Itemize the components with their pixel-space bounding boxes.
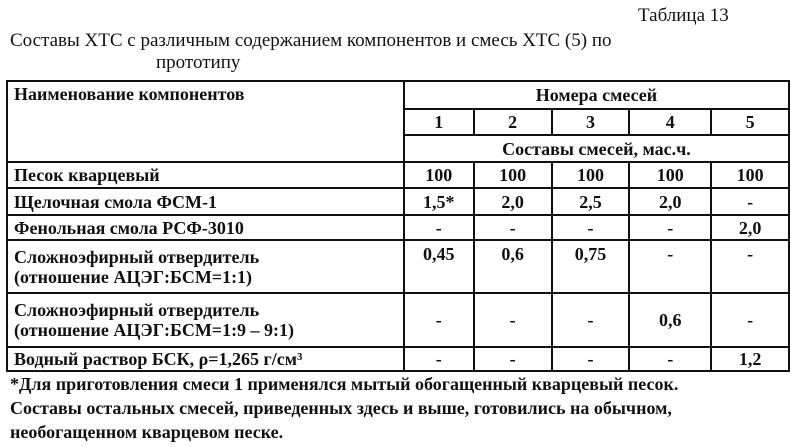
component-name: Фенольная смола РСФ-3010 [7,215,404,240]
value-cell: - [474,347,552,371]
value-cell: - [629,215,711,240]
table-row [7,293,789,347]
table-row [7,215,789,240]
table-row [7,347,789,371]
value-cell: 2,0 [711,215,789,240]
value-cell: 0,6 [629,293,711,347]
table-caption: Составы ХТС с различным содержанием компонентов и смесь ХТС (5) по [10,30,612,51]
value-cell: - [474,293,552,347]
mix-numbers-header: Номера смесей [404,81,789,109]
component-name-line: (отношение АЦЭГ:БСМ=1:1) [14,266,253,287]
value-cell: 100 [474,162,552,188]
value-cell: - [474,215,552,240]
table-caption-continuation: прототипу [156,52,241,73]
compositions-subheader: Составы смесей, мас.ч. [404,135,789,162]
table-row [7,162,789,188]
compositions-table [6,80,790,372]
value-cell: - [711,188,789,215]
value-cell: - [552,347,630,371]
value-cell: - [404,215,474,240]
value-cell: - [404,293,474,347]
value-cell: 2,0 [629,188,711,215]
value-cell: 100 [404,162,474,188]
value-cell: 0,6 [474,240,552,293]
value-cell: 0,45 [404,240,474,293]
value-cell: - [711,240,789,293]
footnote-line: Составы остальных смесей, приведенных здесь и выше, готовились на обычном, [10,398,672,418]
value-cell: 100 [711,162,789,188]
value-cell: - [629,347,711,371]
table-number-label: Таблица 13 [638,5,729,26]
value-cell: 0,75 [552,240,630,293]
component-name: Щелочная смола ФСМ-1 [7,188,404,215]
value-cell: 100 [629,162,711,188]
value-cell: 2,0 [474,188,552,215]
value-cell: - [629,240,711,293]
footnote-line: *Для приготовления смеси 1 применялся мытый обогащенный кварцевый песок. [10,374,679,394]
component-name [7,240,404,293]
value-cell: 1,5* [404,188,474,215]
value-cell: - [552,215,630,240]
component-name: Песок кварцевый [7,162,404,188]
component-name-line: (отношение АЦЭГ:БСМ=1:9 – 9:1) [14,320,295,340]
footnote-line: необогащенном кварцевом песке. [10,422,284,442]
value-cell: - [552,293,630,347]
mix-number-5: 5 [711,109,789,135]
mix-number-1: 1 [404,109,474,135]
component-name-line: Сложноэфирный отвердитель [14,246,260,267]
component-name-line: Сложноэфирный отвердитель [14,300,260,320]
value-cell: - [711,293,789,347]
value-cell: 100 [552,162,630,188]
table-row [7,188,789,215]
value-cell: 1,2 [711,347,789,371]
component-name [7,293,404,347]
mix-number-3: 3 [552,109,630,135]
component-name: Водный раствор БСК, ρ=1,265 г/см³ [7,347,404,371]
footnote [10,372,795,444]
mix-number-2: 2 [474,109,552,135]
value-cell: 2,5 [552,188,630,215]
mix-number-4: 4 [629,109,711,135]
value-cell: - [404,347,474,371]
table-row [7,240,789,293]
component-column-header: Наименование компонентов [7,81,404,162]
